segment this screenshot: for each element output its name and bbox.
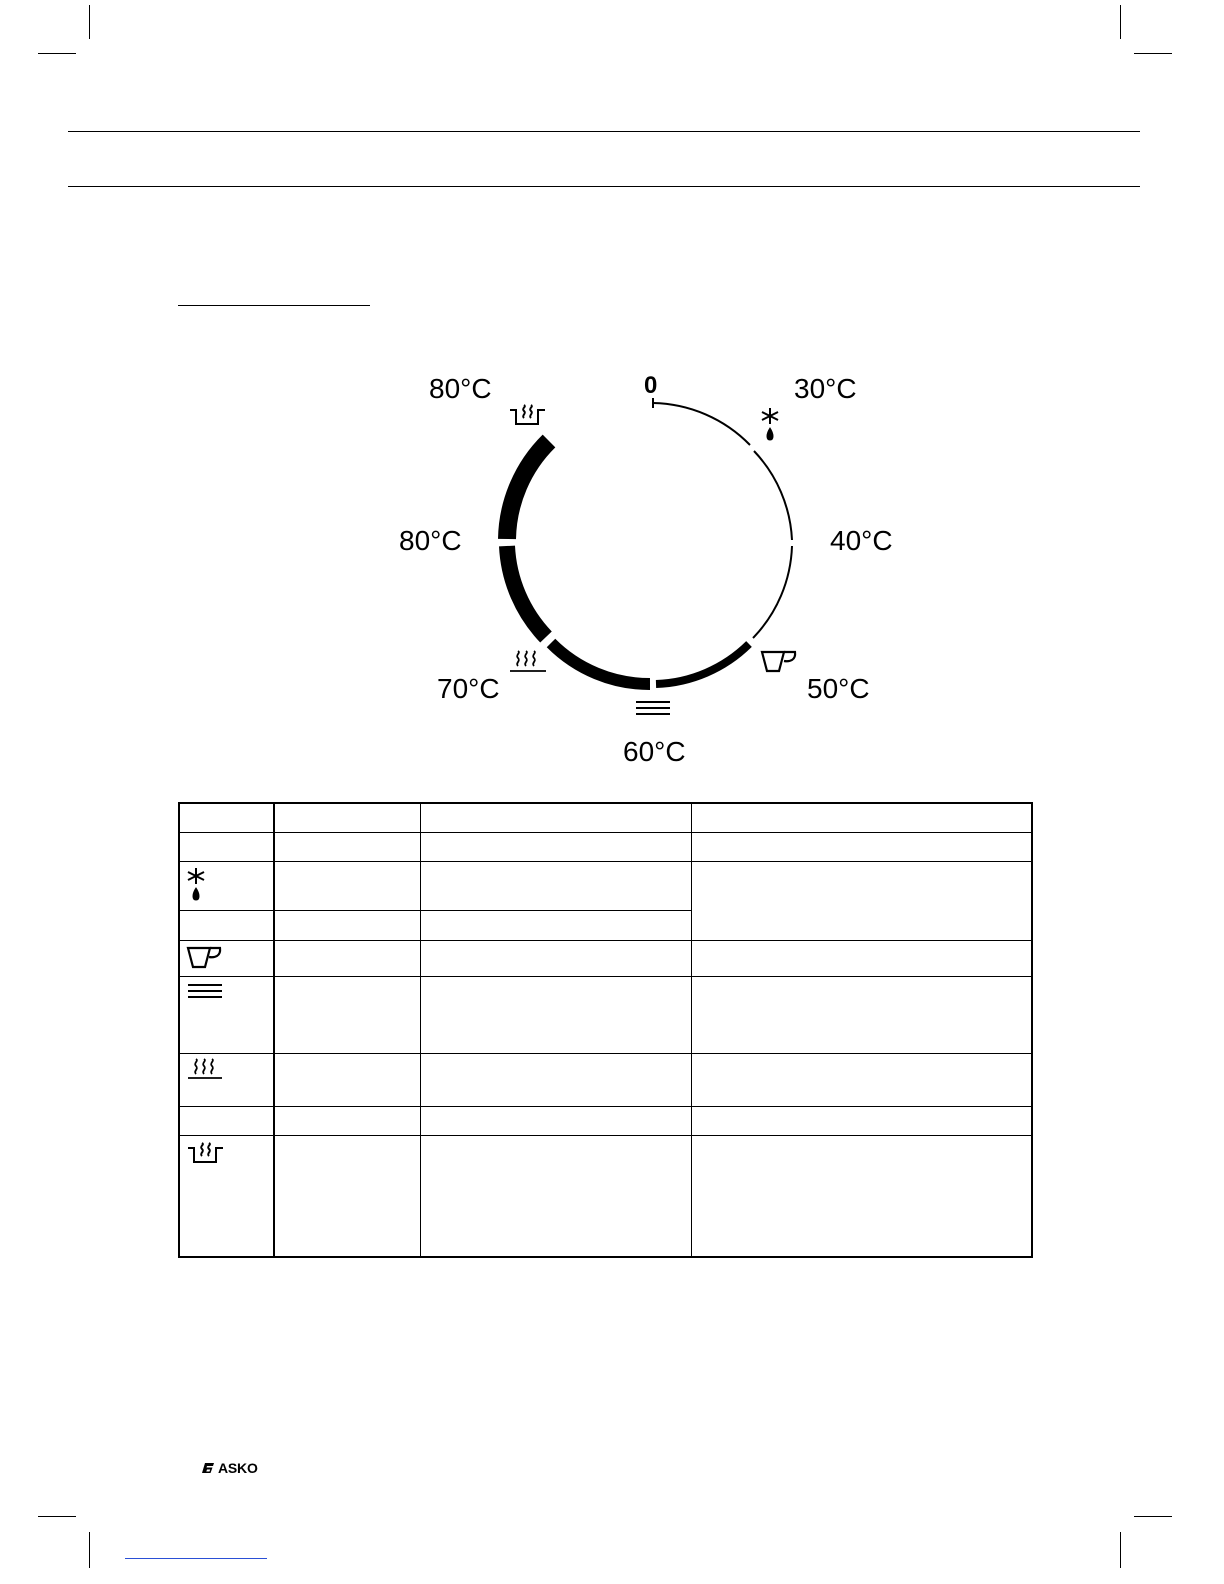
asko-logo-mark-icon [201, 1462, 215, 1474]
table-icon-cell [179, 1053, 274, 1106]
table-cell [274, 1106, 420, 1135]
steam-icon [510, 651, 546, 671]
program-dial [380, 360, 920, 780]
table-cell [691, 832, 1032, 861]
footer-link-underline[interactable] [125, 1558, 267, 1559]
table-cell [420, 910, 691, 940]
plates-icon [636, 702, 670, 714]
table-cell [179, 910, 274, 940]
table-cell [274, 976, 420, 1053]
dial-label-70: 70°C [437, 673, 500, 704]
cold-rinse-icon [762, 408, 778, 440]
crop-mark [38, 1516, 76, 1517]
cup-icon [186, 945, 222, 969]
pot-icon [510, 405, 545, 424]
table-cell [274, 832, 420, 861]
header-rule-top [68, 131, 1140, 132]
table-row [179, 940, 1032, 976]
header-rule-bottom [68, 186, 1140, 187]
table-row [179, 1135, 1032, 1257]
table-cell [691, 1135, 1032, 1257]
brand-logo [201, 1460, 258, 1476]
table-row [179, 861, 1032, 910]
table-cell [691, 861, 1032, 940]
table-icon-cell [179, 1135, 274, 1257]
table-cell [274, 861, 420, 910]
dial-label-80-middle: 80°C [399, 525, 462, 556]
table-cell [274, 1053, 420, 1106]
table-cell [420, 1106, 691, 1135]
crop-mark [89, 1532, 90, 1568]
table-cell [274, 1135, 420, 1257]
dial-arc-thin [754, 451, 792, 540]
brand-name: ASKO [218, 1460, 258, 1476]
table-cell [691, 1053, 1032, 1106]
table-cell [179, 1106, 274, 1135]
table-cell [691, 940, 1032, 976]
dial-arc-medium [656, 644, 749, 684]
table-cell [691, 803, 1032, 832]
crop-mark [1134, 1516, 1172, 1517]
table-cell [274, 910, 420, 940]
table-row [179, 832, 1032, 861]
crop-mark [1120, 1532, 1121, 1568]
dial-arc-thin [653, 403, 750, 445]
table-cell [420, 861, 691, 910]
table-cell [179, 832, 274, 861]
table-row [179, 976, 1032, 1053]
dial-label-60: 60°C [623, 736, 686, 767]
dial-label-zero: 0 [644, 372, 658, 399]
table-icon-cell [179, 940, 274, 976]
section-heading-underline [178, 305, 370, 306]
table-cell [274, 940, 420, 976]
plates-icon [186, 981, 224, 1001]
table-cell [420, 803, 691, 832]
table-cell [179, 803, 274, 832]
table-cell [691, 1106, 1032, 1135]
table-cell [274, 803, 420, 832]
table-icon-cell [179, 861, 274, 910]
dial-arc-thick [507, 441, 549, 539]
crop-mark [38, 53, 76, 54]
table-row [179, 1106, 1032, 1135]
dial-arc-thin [753, 546, 792, 638]
crop-mark [1134, 53, 1172, 54]
dial-label-40: 40°C [830, 525, 893, 556]
dial-arc-thick [507, 546, 546, 637]
dial-label-30: 30°C [794, 373, 857, 404]
crop-mark [1120, 5, 1121, 39]
dial-arc-thick [551, 643, 650, 684]
cup-icon [762, 652, 795, 671]
cold-rinse-icon [186, 866, 206, 902]
program-table [178, 802, 1033, 1258]
table-cell [420, 976, 691, 1053]
table-cell [691, 976, 1032, 1053]
table-icon-cell [179, 976, 274, 1053]
dial-label-50: 50°C [807, 673, 870, 704]
table-cell [420, 832, 691, 861]
crop-mark [89, 5, 90, 39]
table-cell [420, 940, 691, 976]
dial-label-80-top: 80°C [429, 373, 492, 404]
table-row [179, 1053, 1032, 1106]
table-cell [420, 1135, 691, 1257]
pot-icon [186, 1140, 224, 1164]
table-header-row [179, 803, 1032, 832]
steam-icon [186, 1058, 224, 1080]
table-cell [420, 1053, 691, 1106]
